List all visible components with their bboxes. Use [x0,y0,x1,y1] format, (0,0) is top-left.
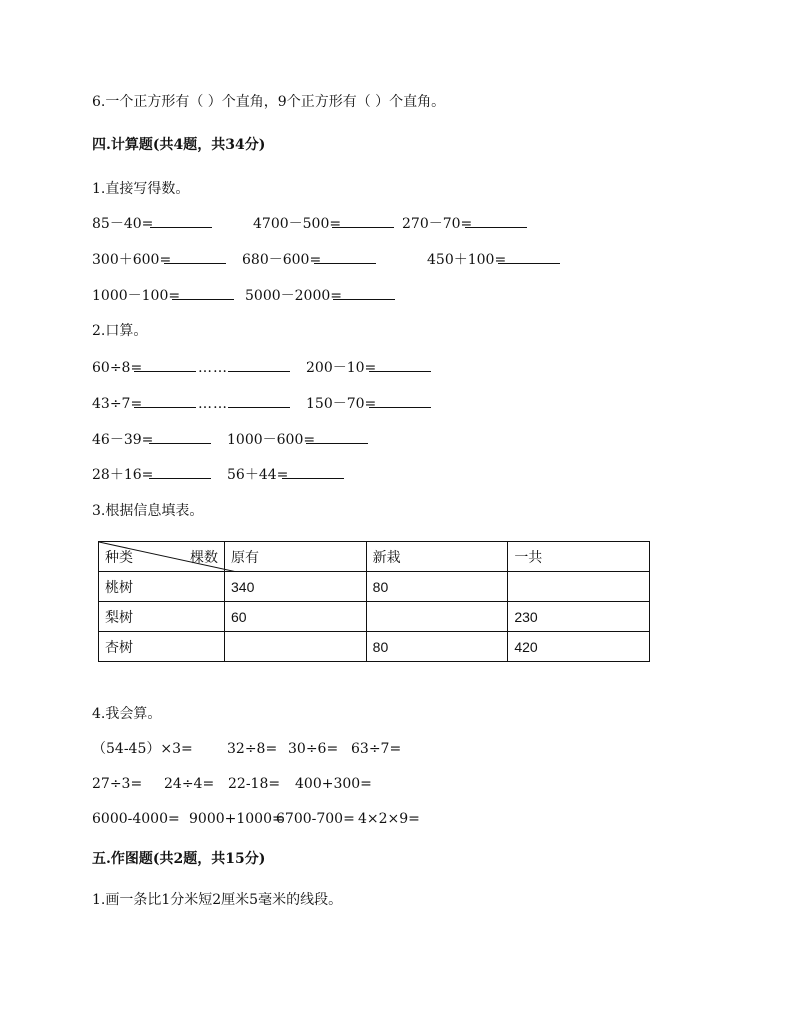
answer-blank[interactable] [149,431,211,444]
expr: 6700-700= [276,811,355,827]
problem-3-title: 3.根据信息填表。 [92,503,204,519]
table-cell: 80 [366,632,508,662]
answer-blank[interactable] [498,251,560,264]
table-cell-blank[interactable] [508,572,650,602]
expr: 24÷4= [164,776,215,792]
header-kind: 种类 [105,549,133,565]
answer-blank[interactable] [333,287,395,300]
row-label: 桃树 [99,572,225,602]
expr: 680－600= [242,252,322,268]
expr: 200－10= [306,360,377,376]
table-row [99,602,650,632]
answer-blank[interactable] [172,287,234,300]
answer-blank[interactable] [306,431,368,444]
expr: 450＋100= [427,252,507,268]
table-cell: 420 [508,632,650,662]
expr: 30÷6= [288,741,339,757]
expr: 6000-4000= [92,811,180,827]
remainder-blank[interactable] [228,395,290,408]
problem-4-title: 4.我会算。 [92,706,162,722]
expr: 28＋16= [92,467,154,483]
table-row [99,572,650,602]
expr: 22-18= [228,776,281,792]
answer-blank[interactable] [465,215,527,228]
expr: 85－40= [92,216,154,232]
quotient-blank[interactable] [134,395,196,408]
expr: 1000－100= [92,288,181,304]
answer-blank[interactable] [282,466,344,479]
quotient-blank[interactable] [134,359,196,372]
expr: 4700－500= [253,216,342,232]
remainder-blank[interactable] [228,359,290,372]
column-header: 一共 [508,542,650,572]
column-header: 原有 [225,542,367,572]
table-cell-blank[interactable] [366,602,508,632]
table-cell-blank[interactable] [225,632,367,662]
answer-blank[interactable] [369,395,431,408]
expr: 60÷8= [92,360,143,376]
expr: 400+300= [295,776,372,792]
expr: 27÷3= [92,776,143,792]
section-5-heading: 五.作图题(共2题，共15分) [92,851,266,867]
question-6: 6.一个正方形有（ ）个直角，9个正方形有（ ）个直角。 [92,94,446,110]
expr: 5000－2000= [245,288,342,304]
header-count: 棵数 [190,549,218,565]
expr: 9000+1000= [189,811,284,827]
tree-table [98,541,650,662]
expr: 32÷8= [227,741,278,757]
expr: 4×2×9= [358,811,420,827]
remainder-dots: …… [198,396,228,412]
expr: 56＋44= [227,467,289,483]
remainder-dots: …… [198,360,228,376]
table-cell: 80 [366,572,508,602]
answer-blank[interactable] [149,466,211,479]
problem-5-title: 1.画一条比1分米短2厘米5毫米的线段。 [92,892,343,908]
answer-blank[interactable] [332,215,394,228]
expr: 43÷7= [92,396,143,412]
table-header-row [99,542,650,572]
table-cell: 60 [225,602,367,632]
answer-blank[interactable] [314,251,376,264]
answer-blank[interactable] [150,215,212,228]
section-4-heading: 四.计算题(共4题，共34分) [92,137,266,153]
problem-2-title: 2.口算。 [92,323,148,339]
answer-blank[interactable] [369,359,431,372]
table-row [99,632,650,662]
expr: 63÷7= [351,741,402,757]
answer-blank[interactable] [164,251,226,264]
column-header: 新栽 [366,542,508,572]
problem-1-title: 1.直接写得数。 [92,181,190,197]
expr: 300＋600= [92,252,172,268]
table-cell: 340 [225,572,367,602]
expr: 270－70= [402,216,473,232]
expr: 1000－600= [227,432,316,448]
expr: 150－70= [306,396,377,412]
table-cell: 230 [508,602,650,632]
diagonal-header-cell [99,542,225,572]
expr: （54-45）×3= [92,741,193,757]
row-label: 杏树 [99,632,225,662]
expr: 46－39= [92,432,154,448]
row-label: 梨树 [99,602,225,632]
